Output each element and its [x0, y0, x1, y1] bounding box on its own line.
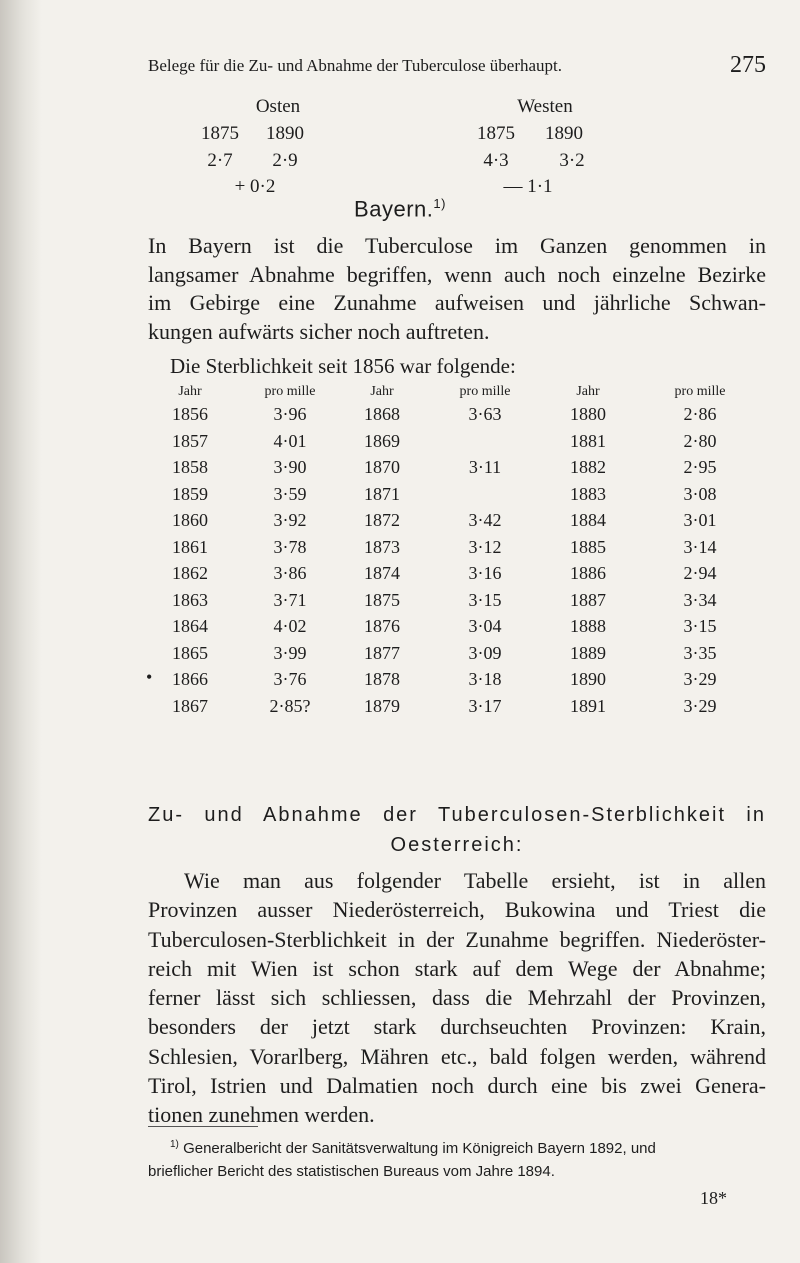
page-number: 275 — [730, 52, 766, 78]
table-row — [160, 590, 770, 617]
table-row — [160, 510, 770, 537]
year-cell: 1866 — [172, 669, 208, 689]
paragraph-line: Tuberculosen-Sterblichkeit in der Zunahme begriffen. Niederöster- — [148, 926, 766, 952]
rate-cell: 3·17 — [468, 695, 502, 716]
paragraph-line: langsamer Abnahme begriffen, wenn auch noch einzelne Bezirke — [148, 261, 766, 287]
footnote-marker: 1) — [170, 1139, 179, 1150]
section-heading-bayern — [0, 196, 800, 222]
table-row — [160, 563, 770, 590]
rate-cell: 2·80 — [683, 430, 717, 451]
year-cell: 1867 — [172, 695, 208, 716]
year-cell: 1886 — [570, 563, 606, 583]
year-cell: 1880 — [570, 404, 606, 424]
rate-cell: 2·85? — [269, 695, 311, 716]
austria-heading-line-1: Zu- und Abnahme der Tuberculosen-Sterblichkeit in — [148, 804, 766, 826]
column-header: Jahr — [178, 384, 202, 399]
rate-cell: 3·86 — [273, 563, 307, 583]
year-cell: 1869 — [364, 430, 400, 451]
table-row — [160, 696, 770, 723]
rate-cell: 3·35 — [683, 642, 717, 663]
rate-cell: 3·78 — [273, 536, 307, 557]
column-header: Jahr — [576, 384, 600, 399]
year-cell: 1857 — [172, 430, 208, 451]
austria-paragraph — [148, 866, 766, 1130]
year-cell: 1891 — [570, 695, 606, 716]
year-cell: 1859 — [172, 483, 208, 504]
table-row — [160, 404, 770, 431]
rate-cell: 3·16 — [468, 563, 502, 583]
rate-cell: 3·15 — [683, 616, 717, 636]
footnote-divider — [148, 1126, 258, 1127]
year-cell: 1877 — [364, 642, 400, 663]
rate-cell: 2·95 — [683, 457, 717, 477]
table-row — [160, 457, 770, 484]
rate-cell: 2·86 — [683, 404, 717, 424]
column-header: pro mille — [264, 384, 316, 399]
year-cell: 1876 — [364, 616, 400, 636]
year-cell: 1864 — [172, 616, 208, 636]
rate-cell: 3·34 — [683, 589, 717, 610]
west-year-1: 1875 — [477, 123, 515, 144]
paragraph-line: Provinzen ausser Niederösterreich, Bukowina und Triest die — [148, 897, 766, 923]
year-cell: 1875 — [364, 589, 400, 610]
footnote — [148, 1133, 766, 1183]
west-value-2: 3·2 — [559, 150, 585, 171]
year-cell: 1885 — [570, 536, 606, 557]
paragraph-line: reich mit Wien ist schon stark auf dem Wege der Abnahme; — [148, 955, 766, 981]
year-cell: 1873 — [364, 536, 400, 557]
paragraph-line: im Gebirge eine Zunahme aufweisen und jährliche Schwan- — [148, 290, 766, 315]
rate-cell: 3·42 — [468, 510, 502, 530]
rate-cell: 3·29 — [683, 695, 717, 716]
column-header: pro mille — [459, 384, 511, 399]
rate-cell: 3·29 — [683, 669, 717, 689]
year-cell: 1860 — [172, 510, 208, 530]
west-year-2: 1890 — [545, 123, 583, 144]
year-cell: 1865 — [172, 642, 208, 663]
signature-mark: 18* — [700, 1188, 727, 1208]
table-row — [160, 537, 770, 564]
footnote-line: brieflicher Bericht des statistischen Bureaus vom Jahre 1894. — [148, 1163, 555, 1180]
rate-cell: 4·01 — [273, 430, 307, 451]
east-year-2: 1890 — [266, 123, 304, 144]
paragraph-line: In Bayern ist die Tuberculose im Ganzen genommen in — [148, 233, 766, 258]
rate-cell: 3·59 — [273, 483, 307, 504]
paragraph-line: kungen aufwärts sicher noch auftreten. — [148, 318, 490, 344]
year-cell: 1878 — [364, 669, 400, 689]
rate-cell: 3·09 — [468, 642, 502, 663]
rate-cell: 3·15 — [468, 589, 502, 610]
rate-cell: 3·92 — [273, 510, 307, 530]
rate-cell: 3·08 — [683, 483, 717, 504]
bayern-mortality-table — [146, 384, 770, 722]
paragraph-line: Tirol, Istrien und Dalmatien noch durch eine bis zwei Genera- — [148, 1073, 766, 1099]
year-cell: 1863 — [172, 589, 208, 610]
year-cell: 1874 — [364, 563, 400, 583]
rate-cell: 2·94 — [683, 563, 717, 583]
running-head-title: Belege für die Zu- und Abnahme der Tuberculose überhaupt. — [148, 56, 563, 75]
year-cell: 1881 — [570, 430, 606, 451]
year-cell: 1888 — [570, 616, 606, 636]
paragraph-line: tionen zunehmen werden. — [148, 1102, 375, 1128]
year-cell: 1871 — [364, 483, 400, 504]
rate-cell: 3·01 — [683, 510, 717, 530]
year-cell: 1861 — [172, 536, 208, 557]
bayern-heading-text: Bayern. — [354, 196, 434, 222]
year-cell: 1882 — [570, 457, 606, 477]
rate-cell: 3·04 — [468, 616, 502, 636]
column-header: Jahr — [370, 384, 394, 399]
rate-cell: 3·76 — [273, 669, 307, 689]
year-cell: 1856 — [172, 404, 208, 424]
footnote-line — [148, 1133, 766, 1160]
rate-cell: 3·63 — [468, 404, 502, 424]
row-marker: • — [146, 667, 153, 687]
west-label: Westen — [517, 96, 573, 117]
year-cell: 1870 — [364, 457, 400, 477]
east-value-1: 2·7 — [207, 150, 233, 171]
paragraph-line: Schlesien, Vorarlberg, Mähren etc., bald folgen werden, während — [148, 1043, 766, 1069]
rate-cell: 3·96 — [273, 404, 307, 424]
table-row — [160, 643, 770, 670]
year-cell: 1872 — [364, 510, 400, 530]
year-cell: 1890 — [570, 669, 606, 689]
table-intro: Die Sterblichkeit seit 1856 war folgende: — [170, 354, 516, 378]
table-row — [160, 431, 770, 458]
year-cell: 1887 — [570, 589, 606, 610]
table-header-row — [160, 384, 770, 404]
east-west-comparison — [0, 94, 800, 197]
year-cell: 1889 — [570, 642, 606, 663]
east-label: Osten — [255, 96, 301, 117]
bayern-paragraph — [148, 232, 766, 346]
rate-cell: 3·71 — [273, 589, 307, 610]
rate-cell: 3·90 — [273, 457, 307, 477]
table-row — [146, 667, 770, 696]
west-change: — 1·1 — [503, 176, 553, 197]
footnote-text: Generalbericht der Sanitätsverwaltung im Königreich Bayern 1892, und — [183, 1140, 656, 1157]
footnote-reference: 1) — [433, 196, 446, 211]
rate-cell: 3·12 — [468, 536, 502, 557]
rate-cell: 3·18 — [468, 669, 502, 689]
rate-cell: 3·11 — [468, 457, 502, 477]
year-cell: 1883 — [570, 483, 606, 504]
year-cell: 1868 — [364, 404, 400, 424]
rate-cell: 3·99 — [273, 642, 307, 663]
austria-heading-line-2: Oesterreich: — [390, 834, 524, 856]
rate-cell: 4·02 — [273, 616, 307, 636]
paragraph-line: besonders der jetzt stark durchseuchten Provinzen: Krain, — [148, 1014, 766, 1040]
year-cell: 1884 — [570, 510, 606, 530]
column-header: pro mille — [674, 384, 726, 399]
paragraph-line: ferner lässt sich schliessen, dass die Mehrzahl der Provinzen, — [148, 985, 766, 1011]
table-row — [160, 616, 770, 643]
paragraph-line: Wie man aus folgender Tabelle ersieht, ist in allen — [184, 868, 766, 893]
west-value-1: 4·3 — [483, 150, 509, 171]
year-cell: 1862 — [172, 563, 208, 583]
table-row — [160, 484, 770, 511]
year-cell: 1879 — [364, 695, 400, 716]
east-value-2: 2·9 — [272, 150, 298, 171]
section-heading-austria — [148, 800, 766, 860]
rate-cell: 3·14 — [683, 536, 717, 557]
year-cell: 1858 — [172, 457, 208, 477]
east-change: + 0·2 — [234, 176, 276, 197]
running-head — [148, 52, 766, 82]
east-year-1: 1875 — [201, 123, 239, 144]
